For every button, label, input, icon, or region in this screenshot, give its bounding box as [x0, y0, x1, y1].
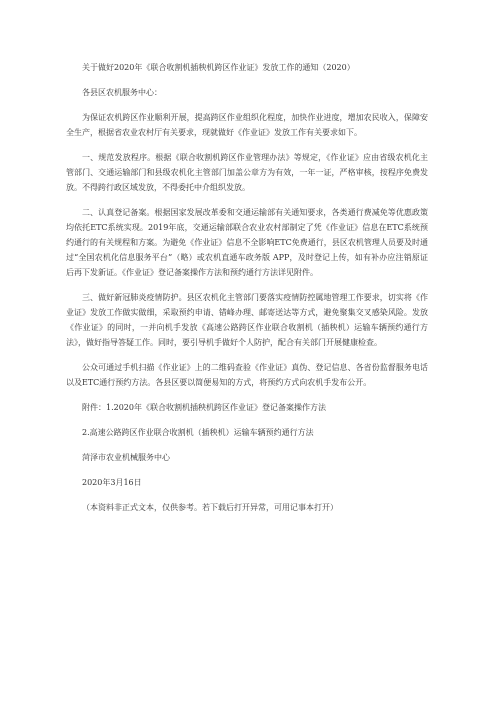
attachment-1: 附件：1.2020年《联合收割机插秧机跨区作业证》登记备案操作方法 [82, 403, 326, 412]
document-title: 关于做好2020年《联合收割机插秧机跨区作业证》发放工作的通知（2020） [82, 63, 355, 72]
issuer: 菏泽市农业机械服务中心 [82, 453, 170, 462]
paragraph-epidemic: 三、做好新冠肺炎疫情防护。县区农机化主管部门要落实疫情防控属地管理工作要求，切实将《作业证》发放工作做实做细，采取预约申请、错峰办理、邮寄送达等方式，避免聚集交叉感染风险。发放《作业证》的同时，一并向机手发放《高速公路跨区作业联合收割机（插秧机）运输车辆预约通行方法》，做好指导答疑工作。同时，要引导机手做好个人防护，配合有关部门开展健康检查。 [66, 293, 428, 347]
paragraph-public: 公众可通过手机扫描《作业证》上的二维码查验《作业证》真伪、登记信息、各省份监督服务电话以及ETC通行预约方法。各县区要以简便易知的方式，将预约方式向农机手发布公开。 [66, 363, 428, 387]
paragraph-intro: 为保证农机跨区作业顺利开展，提高跨区作业组织化程度，加快作业进度，增加农民收入，保障安全生产，根据省农业农村厅有关要求，现就做好《作业证》发放工作有关要求如下。 [66, 113, 428, 137]
document-body [66, 60, 428, 515]
paragraph-registration: 二、认真登记备案。根据国家发展改革委和交通运输部有关通知要求，各类通行费减免等优惠政策均依托ETC系统实现。2019年底，交通运输部联合农业农村部制定了凭《作业证》信息在ETC系统预约通行的有关规程和方案。为避免《作业证》信息不全影响ETC免费通行，县区农机管理人员要及时通过“全国农机化信息服务平台”（略）或农机直通车政务版 APP，及时登记上传，如有补办应注销原证后再下发新证。《作业证》登记备案操作方法和预约通行方法详见附件。 [66, 208, 428, 277]
footnote: （本资料非正式文本，仅供参考。若下载后打开异常，可用记事本打开） [82, 503, 338, 512]
attachment-2: 2.高速公路跨区作业联合收割机（插秧机）运输车辆预约通行方法 [82, 428, 314, 437]
paragraph-procedure: 一、规范发放程序。根据《联合收割机跨区作业管理办法》等规定，《作业证》应由省级农机化主管部门、交通运输部门和县级农机化主管部门加盖公章方为有效，一年一证，严格审核，按程序免费发放。不得跨行政区域发放，不得委托中介组织发放。 [66, 153, 428, 192]
salutation: 各县区农机服务中心： [82, 88, 162, 97]
issue-date: 2020年3月16日 [82, 478, 142, 487]
